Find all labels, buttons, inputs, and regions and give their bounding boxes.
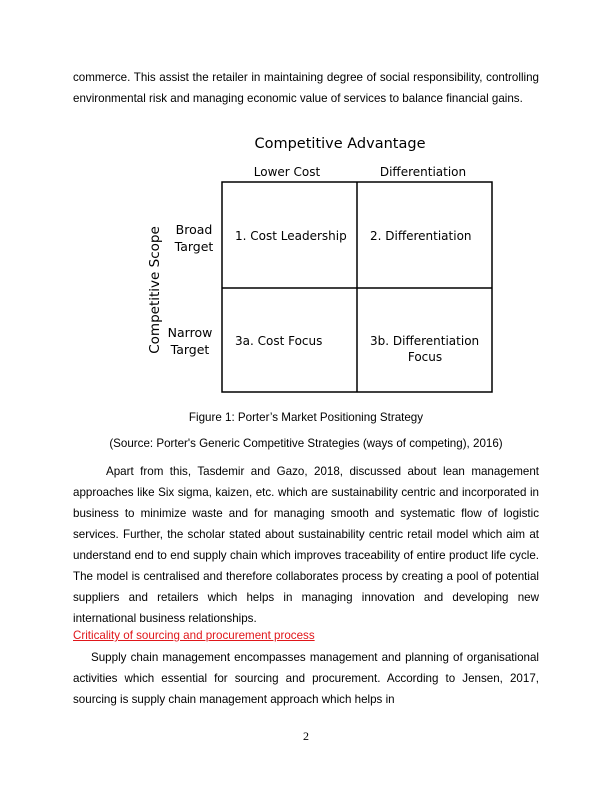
row-header-broad-line2: Target [174, 239, 214, 254]
figure-caption: Figure 1: Porter’s Market Positioning Strategy [188, 411, 424, 424]
row-header-broad-line1: Broad [175, 222, 213, 237]
figure-source: (Source: Porter's Generic Competitive Strategies (ways of competing), 2016) [109, 437, 503, 450]
cell-differentiation: 2. Differentiation [370, 229, 472, 243]
cell-cost-leadership: 1. Cost Leadership [235, 229, 347, 243]
col-header-lower-cost: Lower Cost [253, 165, 321, 179]
cell-differentiation-focus-line1: 3b. Differentiation [370, 334, 480, 348]
body-paragraph: Apart from this, Tasdemir and Gazo, 2018, discussed about lean management approaches like Six sigma, kaizen, etc. which are sustainability centric and incorporated in business to minimize waste and for managing smooth and systematic flow of logistic services. Further, the scholar stated about sustainability centric retail model which aim at understand end to end supply chain which improves traceability of entire product life cycle. The model is centralised and therefore collaborates process by creating a pool of potential suppliers and retailers which helps in managing innovation and developing new international business relationships. [73, 465, 539, 625]
porter-strategy-matrix [140, 130, 510, 400]
intro-paragraph: commerce. This assist the retailer in maintaining degree of social responsibility, controlling environmental risk and managing economic value of services to balance financial gains. [73, 71, 539, 105]
matrix-title: Competitive Advantage [254, 136, 426, 152]
col-header-differentiation: Differentiation [379, 165, 467, 179]
closing-paragraph: Supply chain management encompasses management and planning of organisational activities which essential for sourcing and procurement. According to Jensen, 2017, sourcing is supply chain management approach which helps in [73, 651, 539, 706]
row-header-narrow-line2: Target [170, 342, 210, 357]
section-heading: Criticality of sourcing and procurement process [73, 629, 315, 642]
cell-cost-focus: 3a. Cost Focus [235, 334, 323, 348]
row-header-narrow-line1: Narrow [167, 325, 213, 340]
axis-label-competitive-scope: Competitive Scope [147, 226, 163, 354]
cell-differentiation-focus-line2: Focus [407, 350, 443, 364]
page-number: 2 [303, 729, 309, 743]
